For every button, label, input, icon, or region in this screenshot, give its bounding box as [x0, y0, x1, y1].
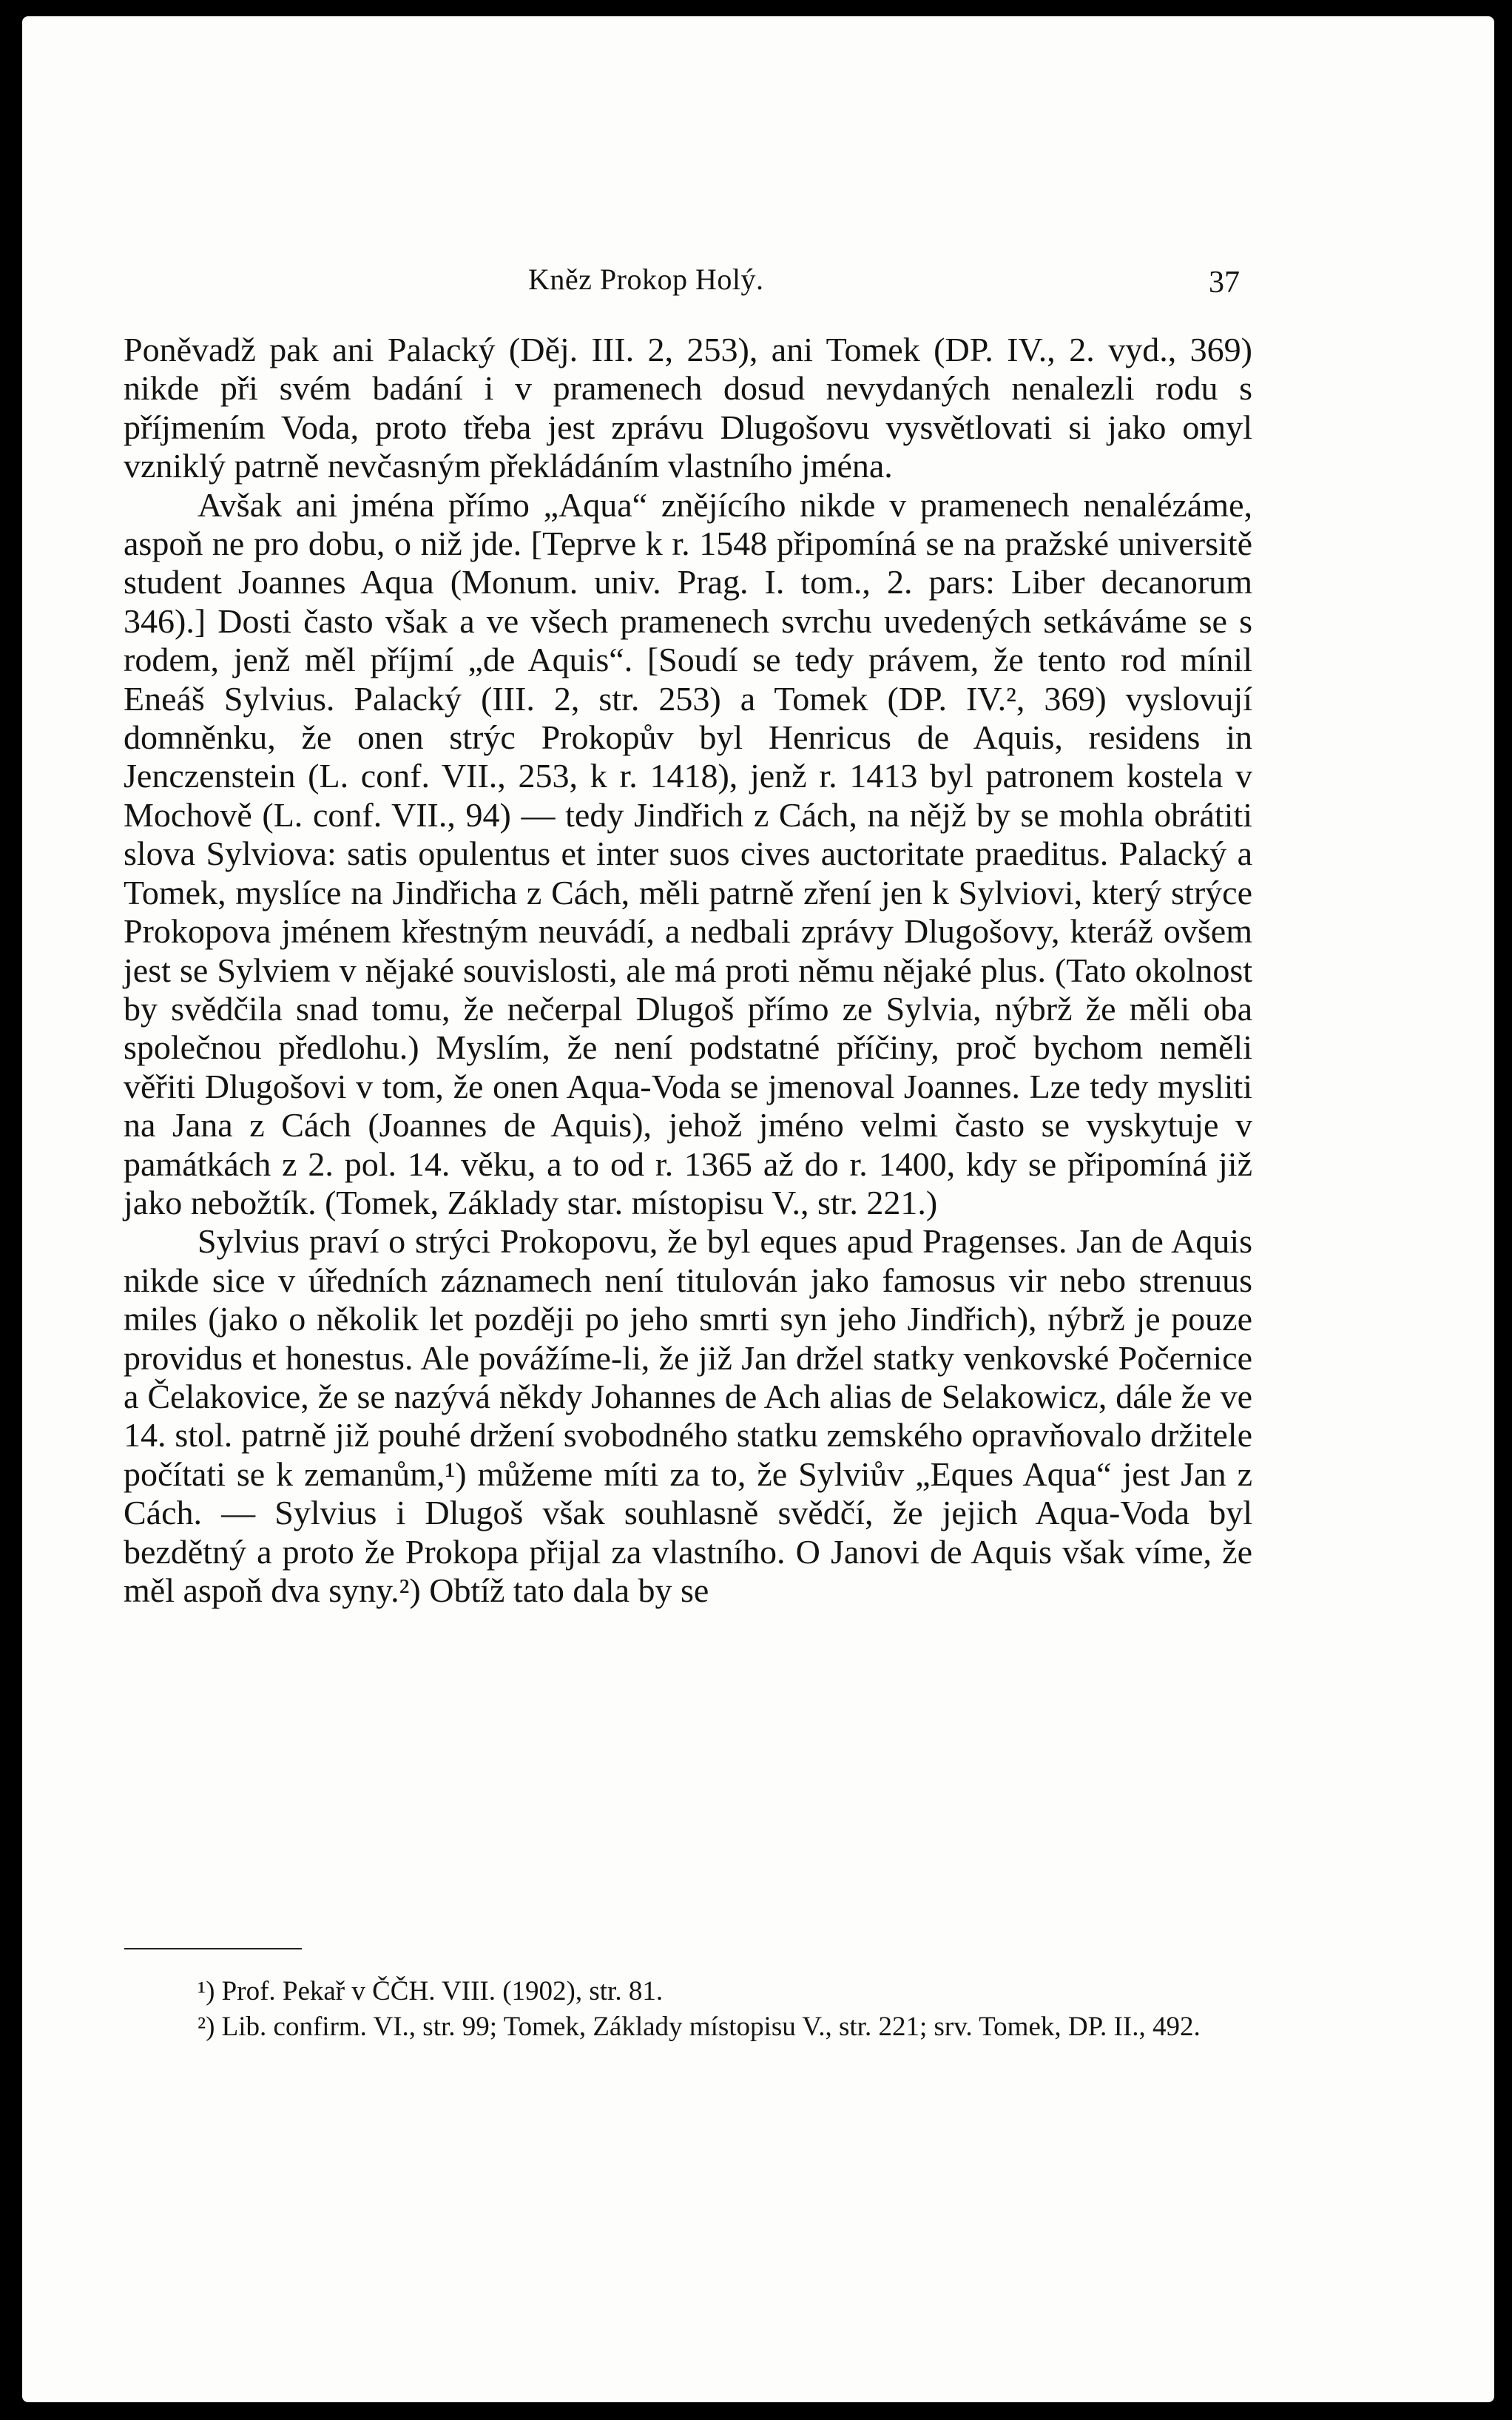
book-page — [22, 16, 1494, 2402]
running-head — [22, 262, 1494, 306]
paragraph-3: Sylvius praví o strýci Prokopovu, že byl eques apud Pragenses. Jan de Aquis nikde sice v úředních záznamech není titulován jako famosus vir nebo strenuus miles (jako o několik let později po jeho smrti syn jeho Jindřich), nýbrž je pouze providus et honestus. Ale povážíme-li, že již Jan držel statky venkovské Počernice a Čelakovice, že se nazývá někdy Johannes de Ach alias de Selakowicz, dále že ve 14. stol. patrně již pouhé držení svobodného statku zemského opravňovalo držitele počítati se k zemanům,¹) můžeme míti za to, že Sylviův „Eques Aqua“ jest Jan z Cách. — Sylvius i Dlugoš však souhlasně svědčí, že jejich Aqua-Voda byl bezdětný a proto že Prokopa přijal za vlastního. O Janovi de Aquis však víme, že měl aspoň dva syny.²) Obtíž tato dala by se — [124, 1222, 1252, 1609]
footnote-1: ¹) Prof. Pekař v ČČH. VIII. (1902), str. 81. — [198, 1976, 664, 2006]
body-text — [124, 331, 1252, 1610]
paragraph-1: Poněvadž pak ani Palacký (Děj. III. 2, 253), ani Tomek (DP. IV., 2. vyd., 369) nikde při svém badání i v pramenech dosud nevydaných nenalezli rodu s příjmením Voda, proto třeba jest zprávu Dlugošovu vysvětlovati si jako omyl vzniklý patrně nevčasným překládáním vlastního jména. — [124, 331, 1252, 485]
running-title: Kněz Prokop Holý. — [528, 263, 764, 296]
footnote-2: ²) Lib. confirm. VI., str. 99; Tomek, Základy místopisu V., str. 221; srv. Tomek, DP. II., 492. — [198, 2012, 1201, 2042]
footnote-separator — [124, 1948, 302, 1949]
footnotes — [124, 1974, 1252, 2045]
paragraph-2: Avšak ani jména přímo „Aqua“ znějícího nikde v pramenech nenalézáme, aspoň ne pro dobu, o niž jde. [Teprve k r. 1548 připomíná se na pražské universitě student Joannes Aqua (Monum. univ. Prag. I. tom., 2. pars: Liber decanorum 346).] Dosti často však a ve všech pramenech svrchu uvedených setkáváme se s rodem, jenž měl příjmí „de Aquis“. [Soudí se tedy právem, že tento rod mínil Eneáš Sylvius. Palacký (III. 2, str. 253) a Tomek (DP. IV.², 369) vyslovují domněnku, že onen strýc Prokopův byl Henricus de Aquis, residens in Jenczenstein (L. conf. VII., 253, k r. 1418), jenž r. 1413 byl patronem kostela v Mochově (L. conf. VII., 94) — tedy Jindřich z Cách, na nějž by se mohla obrátiti slova Sylviova: satis opulentus et inter suos cives auctoritate praeditus. Palacký a Tomek, myslíce na Jindřicha z Cách, měli patrně zření jen k Sylviovi, který strýce Prokopova jménem křestným neuvádí, a nedbali zprávy Dlugošovy, kteráž ovšem jest se Sylviem v nějaké souvislosti, ale má proti němu nějaké plus. (Tato okolnost by svědčila snad tomu, že nečerpal Dlugoš přímo ze Sylvia, nýbrž že měli oba společnou předlohu.) Myslím, že není podstatné příčiny, proč bychom neměli věřiti Dlugošovi v tom, že onen Aqua-Voda se jmenoval Joannes. Lze tedy mysliti na Jana z Cách (Joannes de Aquis), jehož jméno velmi často se vyskytuje v památkách z 2. pol. 14. věku, a to od r. 1365 až do r. 1400, kdy se připomíná již jako nebožtík. (Tomek, Základy star. místopisu V., str. 221.) — [124, 485, 1252, 1221]
page-number: 37 — [1209, 266, 1240, 300]
